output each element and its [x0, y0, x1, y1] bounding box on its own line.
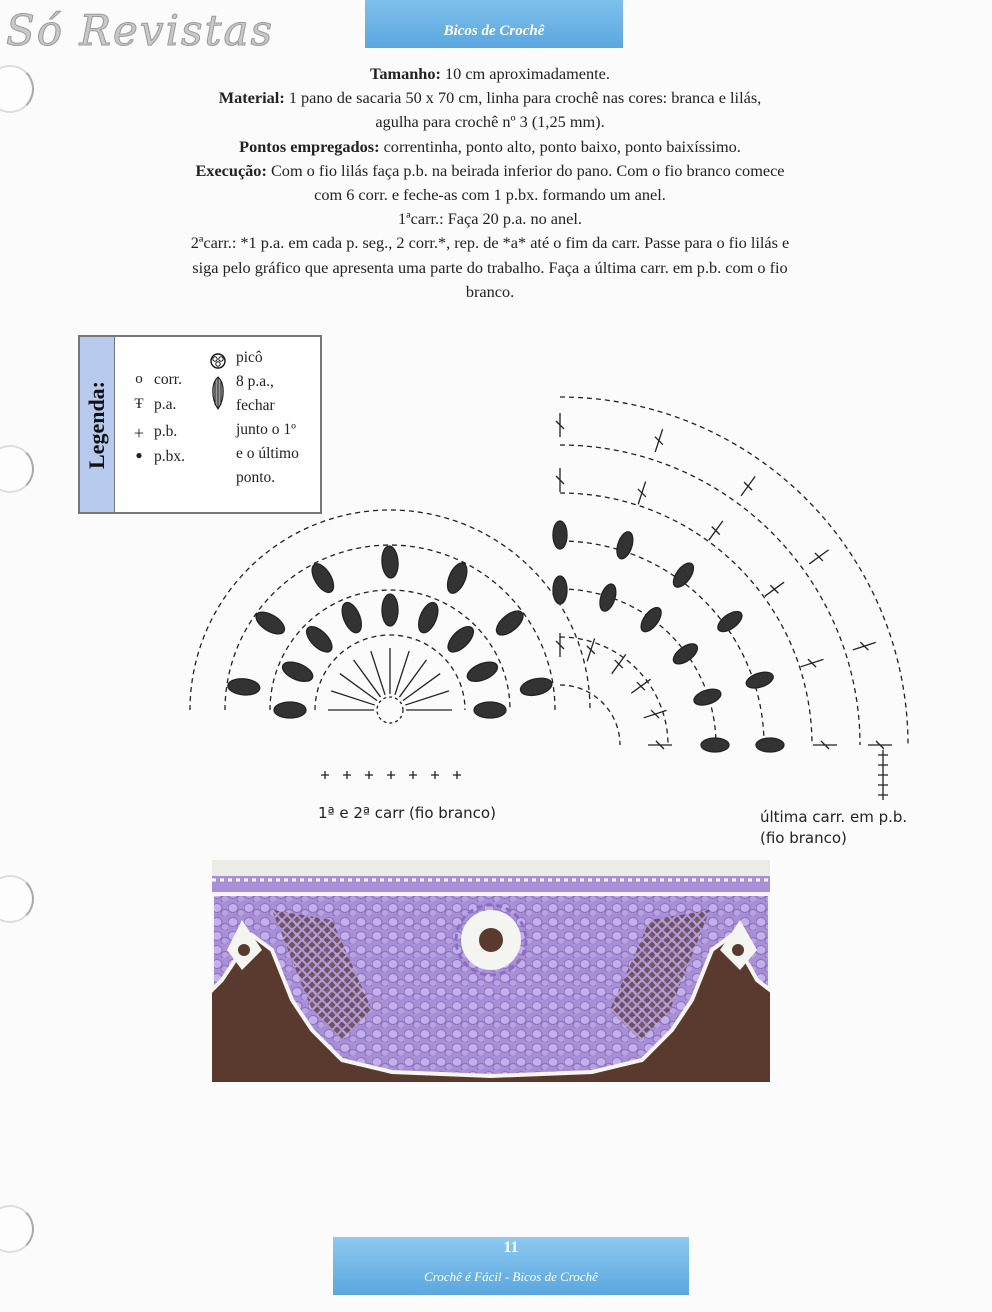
puff-stitch-mark — [274, 702, 306, 718]
footer-bar — [333, 1237, 689, 1295]
fan-chain-arc — [560, 493, 812, 745]
fan-puff-mark — [701, 738, 729, 752]
double-crochet-mark — [354, 660, 381, 697]
fan-stitch-mark — [631, 679, 650, 693]
binder-hole — [0, 65, 34, 113]
fan-puff-mark — [744, 669, 775, 691]
legend-puff-line-4: e o último — [236, 445, 299, 462]
puff-stitch-mark — [308, 560, 338, 596]
row-2-line: 2ªcarr.: *1 p.a. em cada p. seg., 2 corr.*, rep. de *a* até o fim da carr. Passe para o fio lilás e — [190, 233, 790, 253]
fan-stitch-mark — [638, 482, 646, 505]
single-crochet-mark — [321, 771, 329, 779]
fan-stitch-mark — [556, 468, 564, 492]
puff-stitch-mark — [381, 545, 399, 578]
center-ring — [377, 697, 403, 723]
double-crochet-mark — [405, 691, 449, 705]
binder-hole — [0, 875, 34, 923]
stitches-line: Pontos empregados: correntinha, ponto alto, ponto baixo, ponto baixíssimo. — [239, 136, 741, 156]
legend-puff-line-5: ponto. — [236, 469, 276, 486]
single-crochet-mark — [343, 771, 351, 779]
chain-symbol-icon: o — [135, 371, 143, 387]
single-crochet-mark — [453, 771, 461, 779]
fan-puff-mark — [670, 640, 701, 668]
fan-puff-mark — [553, 521, 567, 549]
single-crochet-mark — [387, 771, 395, 779]
puff-stitch-mark — [415, 600, 442, 636]
last-row-single-crochet-mark — [878, 770, 888, 780]
fan-puff-mark — [597, 582, 619, 613]
instructions-block — [130, 62, 850, 304]
single-crochet-mark — [431, 771, 439, 779]
legend-puff-line-2: fechar — [236, 397, 275, 414]
legend-puff-line-1: 8 p.a., — [236, 373, 274, 390]
page-number: 11 — [503, 1239, 519, 1256]
double-crochet-mark — [395, 651, 409, 695]
puff-stitch-mark — [519, 675, 554, 698]
puff-stitch-mark — [338, 600, 365, 636]
puff-stitch-mark — [252, 608, 288, 639]
last-row-single-crochet-mark — [878, 790, 888, 800]
fan-stitch-mark — [813, 741, 837, 749]
row-2-line-3: branco. — [465, 281, 515, 301]
last-row-single-crochet-mark — [878, 780, 888, 790]
fan-stitch-mark — [853, 642, 876, 650]
finished-edging-photo — [212, 860, 770, 1082]
double-crochet-mark — [371, 651, 385, 695]
fan-stitch-mark — [868, 741, 892, 749]
puff-stitch-mark — [492, 607, 527, 640]
fan-stitch-mark — [556, 413, 564, 437]
legend-chain-label: corr. — [154, 371, 182, 388]
chart-caption-left: 1ª e 2ª carr (fio branco) — [318, 804, 496, 822]
chart-caption-right: última carr. em p.b. — [760, 808, 908, 826]
fan-stitch-mark — [741, 476, 755, 495]
binder-hole — [0, 1205, 34, 1253]
fan-puff-mark — [614, 530, 636, 561]
execution-line-2: com 6 corr. e feche-as com 1 p.bx. formando um anel. — [314, 185, 666, 205]
chart-caption-right-2: (fio branco) — [760, 829, 847, 847]
legend-title-bar: Legenda: — [80, 337, 115, 512]
last-row-single-crochet-mark — [878, 750, 888, 760]
fan-puff-mark — [692, 686, 723, 708]
double-crochet-mark — [403, 674, 440, 701]
footer-title: Crochê é Fácil - Bicos de Crochê — [424, 1269, 598, 1284]
fan-stitch-mark — [655, 429, 663, 452]
legend-single-crochet-label: p.b. — [154, 423, 178, 440]
fan-puff-mark — [637, 604, 665, 635]
material-line: Material: 1 pano de sacaria 50 x 70 cm, linha para crochê nas cores: branca e lilás, — [218, 88, 762, 108]
watermark-logo: Só Revistas — [6, 6, 275, 55]
row-2-line-2: siga pelo gráfico que apresenta uma parte do trabalho. Faça a última carr. em p.b. com o fio — [192, 257, 788, 277]
slip-stitch-symbol-icon: ● — [135, 448, 143, 462]
puff-stitch-mark — [474, 702, 506, 718]
single-crochet-mark — [409, 771, 417, 779]
fan-stitch-mark — [801, 659, 824, 667]
fan-puff-mark — [756, 738, 784, 752]
puff-stitch-mark — [302, 622, 336, 656]
legend-puff-line-3: junto o 1º — [236, 421, 296, 438]
section-header: Bicos de Crochê — [365, 0, 623, 48]
puff-stitch-mark — [444, 560, 471, 596]
double-crochet-mark — [399, 660, 426, 697]
puff-stitch-mark — [465, 658, 501, 685]
double-crochet-mark — [340, 674, 377, 701]
crochet-chart — [170, 335, 910, 815]
double-crochet-mark — [331, 691, 375, 705]
fan-stitch-mark — [765, 582, 784, 596]
single-crochet-mark — [365, 771, 373, 779]
legend-slip-stitch-label: p.bx. — [154, 448, 185, 465]
binder-hole — [0, 445, 34, 493]
legend-picot-label: picô — [236, 349, 263, 366]
fan-stitch-mark — [612, 654, 626, 673]
fan-chain-arc — [560, 589, 716, 745]
legend-double-crochet-label: p.a. — [154, 396, 177, 413]
size-line: Tamanho: 10 cm aproximadamente. — [370, 64, 610, 83]
material-line-2: agulha para crochê nº 3 (1,25 mm). — [375, 112, 605, 132]
fan-stitch-mark — [709, 521, 723, 540]
single-crochet-symbol-icon: + — [133, 423, 145, 443]
puff-stitch-mark — [227, 677, 260, 696]
fan-chain-arc — [560, 541, 764, 745]
double-crochet-symbol-icon: Ŧ — [134, 396, 144, 412]
execution-line: Execução: Com o fio lilás faça p.b. na beirada inferior do pano. Com o fio branco comece — [195, 160, 785, 180]
puff-stitch-mark — [382, 594, 398, 626]
puff-stitch-mark — [280, 658, 316, 685]
fan-puff-mark — [553, 576, 567, 604]
fan-chain-arc — [560, 637, 668, 745]
puff-stitch-mark — [444, 622, 478, 656]
fan-stitch-mark — [809, 550, 828, 564]
row-1-line: 1ªcarr.: Faça 20 p.a. no anel. — [398, 209, 582, 229]
last-row-single-crochet-mark — [878, 760, 888, 770]
